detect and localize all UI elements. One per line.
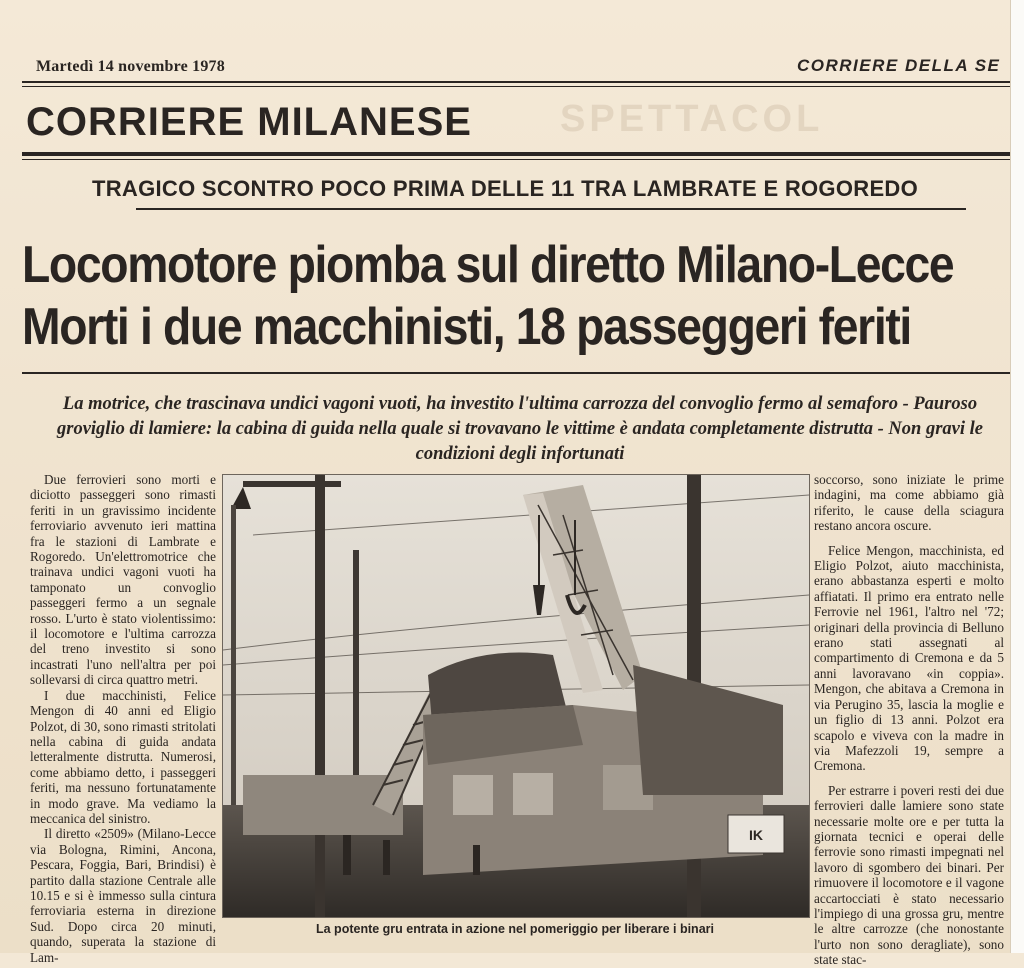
scan-edge xyxy=(1010,0,1024,953)
news-photo-crane xyxy=(222,474,810,918)
headline-line-2: Morti i due macchinisti, 18 passeggeri feriti xyxy=(22,298,911,356)
paragraph: I due macchinisti, Felice Mengon di 40 anni ed Eligio Polzot, di 30, sono rimasti stritolati nella cabina di guida andata letteralmente distrutta. Numerosi, come abbiamo detto, i passeggeri feriti, ma nessuno fortunatamente in modo grave. Ma vediamo la meccanica del sinistro. xyxy=(30,687,216,826)
bleed-through-text: SPETTACOL xyxy=(560,98,824,140)
paragraph: Per estrarre i poveri resti dei due ferrovieri dalle lamiere sono state necessarie molte ore e per tutta la giornata tecnici e operai delle ferrovie sono rimasti impegnati nel lavoro di sgombero dei binari. Per rimuovere il locomotore e il vagone accartocciati è stato necessario l'impiego di una grossa gru, mentre le altre carrozze (che nonostante l'urto non sono deragliate), sono state stac- xyxy=(814,782,1004,968)
section-rule xyxy=(22,152,1010,156)
summary-deck: La motrice, che trascinava undici vagoni vuoti, ha investito l'ultima carrozza del convoglio fermo al semaforo - Pauroso groviglio di lamiere: la cabina di guida nella quale si trovavano le vittime è andata completamente distrutta - Non gravi le condizioni degli infortunati xyxy=(57,394,983,464)
photo-caption: La potente gru entrata in azione nel pomeriggio per liberare i binari xyxy=(316,922,714,936)
headline-line-1: Locomotore piomba sul diretto Milano-Lecce xyxy=(22,236,954,294)
paragraph: soccorso, sono iniziate le prime indagini, ma come abbiamo già riferito, le cause della sciagura restano ancora oscure. xyxy=(814,472,1004,534)
kicker-headline: TRAGICO SCONTRO POCO PRIMA DELLE 11 TRA LAMBRATE E ROGOREDO xyxy=(91,176,919,201)
section-title: CORRIERE MILANESE xyxy=(26,100,472,144)
headline-rule xyxy=(22,372,1010,374)
header-rule xyxy=(22,81,1010,83)
newspaper-name: CORRIERE DELLA SE xyxy=(797,56,1001,75)
main-headline xyxy=(22,234,954,358)
paragraph: Due ferrovieri sono morti e diciotto passeggeri sono rimasti feriti in un gravissimo incidente ferroviario avvenuto ieri mattina fra le stazioni di Lambrate e Rogoredo. Un'elettromotrice che trainava undici vagoni vuoti ha tamponato un convoglio passeggeri fermo a un segnale rosso. L'urto è stato violentissimo: il locomotore e l'ultima carrozza del treno investito si sono incastrati l'uno nell'altra per poi sollevarsi di circa quattro metri. xyxy=(30,472,216,688)
photo-sign-label: IK xyxy=(749,827,763,843)
paragraph: Felice Mengon, macchinista, ed Eligio Polzot, aiuto macchinista, erano abbastanza esperti e molto affiatati. Il primo era entrato nelle Ferrovie nel 1961, l'altro nel '72; originari della provincia di Belluno erano stati assegnati al compartimento di Cremona e da 5 anni lavoravano «in coppia». Mengon, che abitava a Cremona in via Perugino 35, lascia la moglie e un figlio di 13 anni. Polzot era scapolo e viveva con la madre in via Mafezzoli 19, sempre a Cremona. xyxy=(814,542,1004,774)
kicker-underline xyxy=(136,208,966,210)
header-rule-thin xyxy=(22,86,1010,87)
article-column-left xyxy=(30,472,216,965)
section-rule-thin xyxy=(22,159,1010,160)
issue-date: Martedì 14 novembre 1978 xyxy=(36,58,225,75)
article-column-right xyxy=(814,472,1004,968)
photo-illustration xyxy=(223,475,809,917)
paragraph: Il diretto «2509» (Milano-Lecce via Bologna, Rimini, Ancona, Pescara, Foggia, Bari, Brindisi) è partito dalla stazione Centrale alle 10.15 e si è immesso sulla cintura ferroviaria esterna in direzione Sud. Dopo circa 20 minuti, quando, superata la stazione di Lam- xyxy=(30,826,216,965)
